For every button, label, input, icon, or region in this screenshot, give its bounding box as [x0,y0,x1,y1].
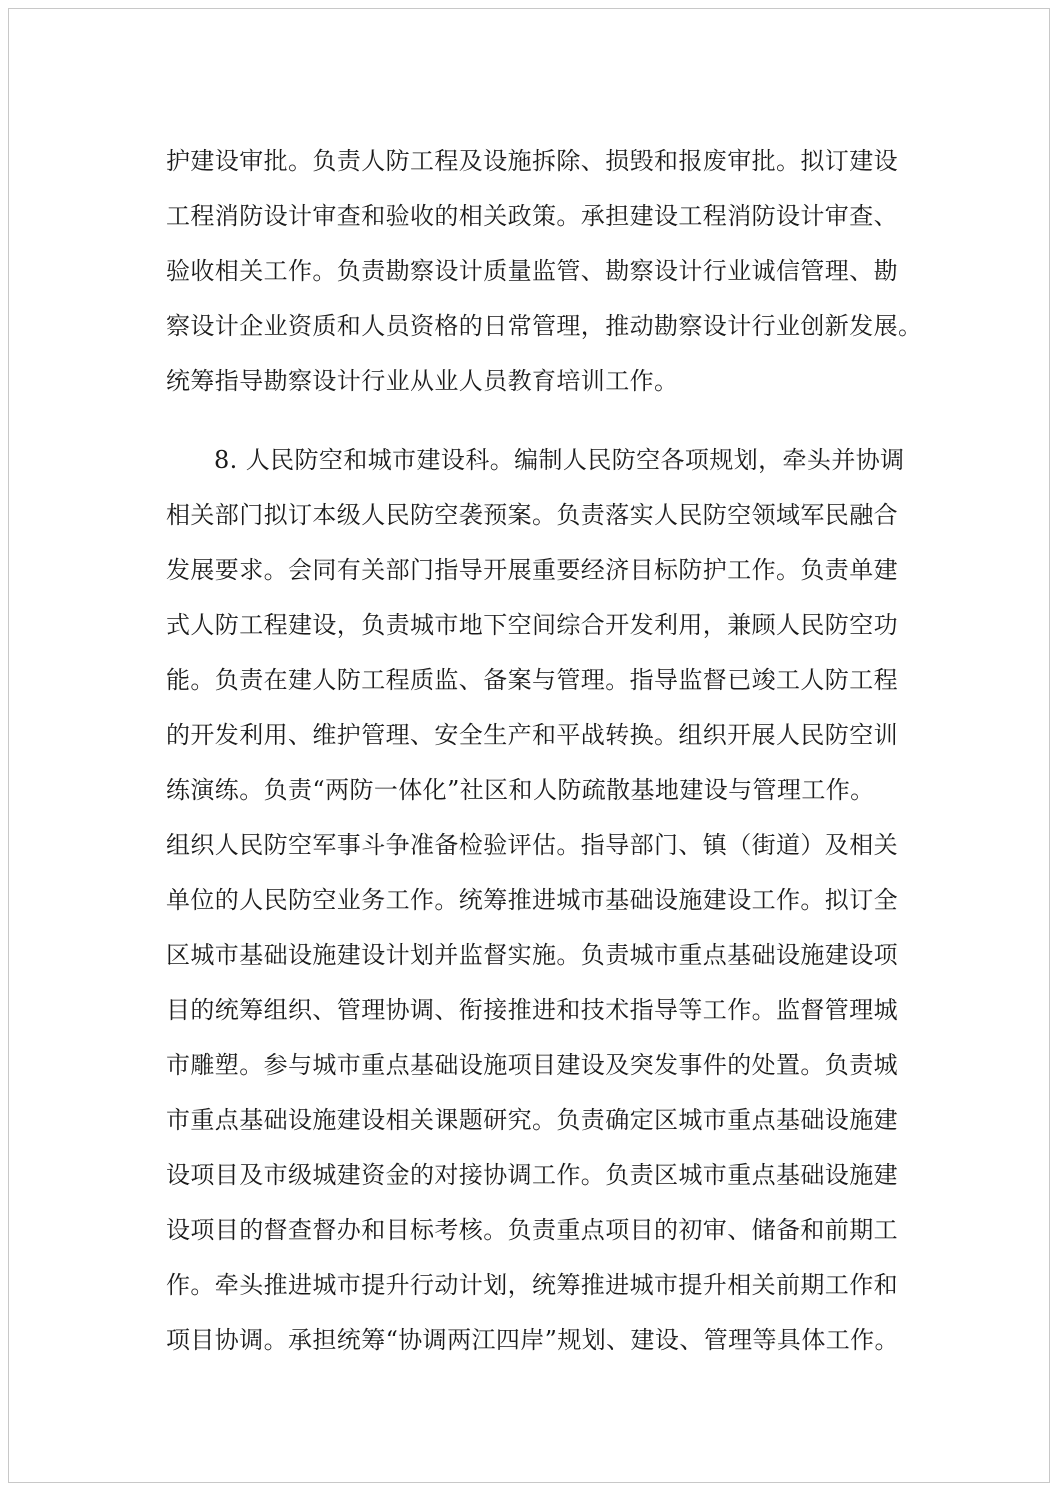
paragraph-line: 能。负责在建人防工程质监、备案与管理。指导监督已竣工人防工程 [166,666,898,694]
paragraph-line: 市雕塑。参与城市重点基础设施项目建设及突发事件的处置。负责城 [166,1051,898,1079]
paragraph-line: 察设计企业资质和人员资格的日常管理，推动勘察设计行业创新发展。 [166,312,923,340]
paragraph-line: 练演练。负责“两防一体化”社区和人防疏散基地建设与管理工作。 [166,776,875,804]
paragraph-line: 市重点基础设施建设相关课题研究。负责确定区城市重点基础设施建 [166,1106,898,1134]
paragraph-line: 的开发利用、维护管理、安全生产和平战转换。组织开展人民防空训 [166,721,898,749]
paragraph-line: 区城市基础设施建设计划并监督实施。负责城市重点基础设施建设项 [166,941,898,969]
paragraph-line: 设项目及市级城建资金的对接协调工作。负责区城市重点基础设施建 [166,1161,898,1189]
paragraph-line: 相关部门拟订本级人民防空袭预案。负责落实人民防空领域军民融合 [166,501,898,529]
paragraph-line: 发展要求。会同有关部门指导开展重要经济目标防护工作。负责单建 [166,556,898,584]
paragraph-line: 组织人民防空军事斗争准备检验评估。指导部门、镇（街道）及相关 [166,831,898,859]
paragraph-line: 式人防工程建设，负责城市地下空间综合开发利用，兼顾人民防空功 [166,611,898,639]
paragraph-line: 工程消防设计审查和验收的相关政策。承担建设工程消防设计审查、 [166,202,898,230]
paragraph-line: 单位的人民防空业务工作。统筹推进城市基础设施建设工作。拟订全 [166,886,898,914]
paragraph-line: 设项目的督查督办和目标考核。负责重点项目的初审、储备和前期工 [166,1216,898,1244]
paragraph-line: 统筹指导勘察设计行业从业人员教育培训工作。 [166,367,679,395]
paragraph-line: 项目协调。承担统筹“协调两江四岸”规划、建设、管理等具体工作。 [166,1326,899,1354]
paragraph-line: 验收相关工作。负责勘察设计质量监管、勘察设计行业诚信管理、勘 [166,257,898,285]
paragraph-line: 目的统筹组织、管理协调、衔接推进和技术指导等工作。监督管理城 [166,996,898,1024]
paragraph-line: 作。牵头推进城市提升行动计划，统筹推进城市提升相关前期工作和 [166,1271,898,1299]
section-heading-line: 8. 人民防空和城市建设科。编制人民防空各项规划，牵头并协调 [214,446,905,474]
paragraph-line: 护建设审批。负责人防工程及设施拆除、损毁和报废审批。拟订建设 [166,147,898,175]
